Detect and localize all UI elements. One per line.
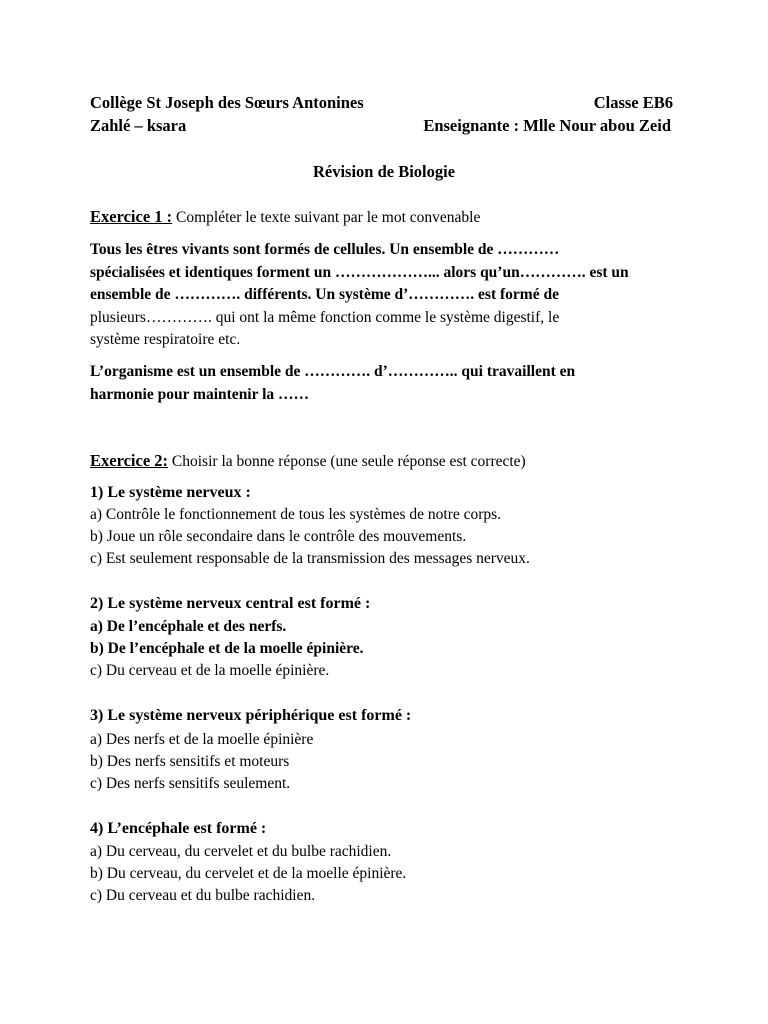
question-1-options <box>90 504 530 570</box>
option-b: b) Du cerveau, du cervelet et de la moelle épinière. <box>90 865 407 882</box>
question-4-options <box>90 841 406 907</box>
exercise2-instruction-bold: la bonne réponse <box>221 453 327 470</box>
option-a: a) Des nerfs et de la moelle épinière <box>90 731 314 748</box>
exercise1-label: Exercice 1 : <box>90 207 173 226</box>
question-2-title: 2) Le système nerveux central est formé : <box>90 595 371 612</box>
exercise2-heading <box>90 451 526 471</box>
question-4-title: 4) L’encéphale est formé : <box>90 820 267 837</box>
teacher-name: Enseignante : Mlle Nour abou Zeid <box>423 116 671 135</box>
option-b: b) Des nerfs sensitifs et moteurs <box>90 753 290 770</box>
exercise2-label: Exercice 2: <box>90 451 169 470</box>
paragraph-line: spécialisées et identiques forment un ………………... alors qu’un…………. est un <box>90 263 629 281</box>
question-3-options <box>90 729 313 795</box>
option-c: c) Du cerveau et de la moelle épinière. <box>90 662 330 679</box>
location: Zahlé – ksara <box>90 116 187 135</box>
paragraph-line: plusieurs…………. qui ont la même fonction comme le système digestif, le <box>90 308 560 326</box>
option-a: a) De l’encéphale et des nerfs. <box>90 618 287 635</box>
paragraph-line: ensemble de …………. différents. Un système d’…………. est formé de <box>90 286 559 303</box>
option-b: b) Joue un rôle secondaire dans le contrôle des mouvements. <box>90 528 467 545</box>
paragraph-line: système respiratoire etc. <box>90 331 241 348</box>
exercise1-heading <box>90 207 480 227</box>
question-1-title: 1) Le système nerveux : <box>90 484 251 501</box>
paragraph-line: Tous les êtres vivants sont formés de cellules. Un ensemble de ………… <box>90 241 560 258</box>
option-a: a) Du cerveau, du cervelet et du bulbe rachidien. <box>90 843 392 860</box>
exercise2-instruction-post: (une seule réponse est correcte) <box>326 453 526 470</box>
exercise1-paragraph2 <box>90 361 690 406</box>
page-title: Révision de Biologie <box>312 162 456 181</box>
option-b: b) De l’encéphale et de la moelle épinière. <box>90 640 364 657</box>
exercise1-paragraph1 <box>90 239 690 352</box>
exercise2-instruction-pre: Choisir <box>168 453 222 470</box>
exercise1-instruction: Compléter le texte suivant par le mot convenable <box>172 209 481 226</box>
question-3-title: 3) Le système nerveux périphérique est formé : <box>90 707 412 724</box>
option-c: c) Du cerveau et du bulbe rachidien. <box>90 887 316 904</box>
option-c: c) Des nerfs sensitifs seulement. <box>90 775 291 792</box>
option-c: c) Est seulement responsable de la transmission des messages nerveux. <box>90 550 530 567</box>
question-2-options <box>90 616 363 682</box>
school-name: Collège St Joseph des Sœurs Antonines <box>90 93 364 112</box>
paragraph-line: L’organisme est un ensemble de …………. d’………….. qui travaillent en <box>90 363 576 380</box>
paragraph-line: harmonie pour maintenir la …… <box>90 385 310 403</box>
class-label: Classe EB6 <box>593 93 673 112</box>
option-a: a) Contrôle le fonctionnement de tous les systèmes de notre corps. <box>90 506 502 523</box>
